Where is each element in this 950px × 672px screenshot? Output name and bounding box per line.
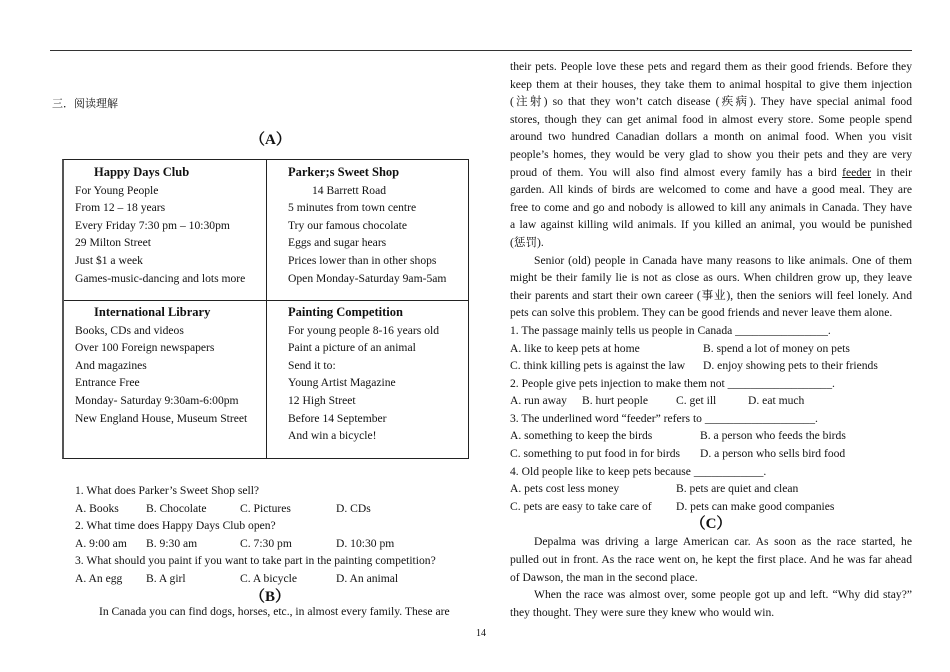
answer-option[interactable]: B. pets are quiet and clean bbox=[676, 482, 799, 496]
notice-table bbox=[62, 159, 469, 459]
section-title: 三．阅读理解 bbox=[52, 97, 118, 110]
passage-line: keep them at their houses, they take them to animal hospital to give them injection bbox=[510, 77, 912, 91]
answer-option[interactable]: A. An egg bbox=[75, 572, 123, 585]
answer-option[interactable]: A. run away bbox=[510, 394, 567, 408]
answer-option[interactable]: C. pets are easy to take care of bbox=[510, 499, 652, 513]
cell-painting-competition bbox=[288, 304, 439, 445]
table-divider bbox=[64, 300, 468, 301]
answer-option[interactable]: B. 9:30 am bbox=[146, 536, 198, 550]
cell-line: Just $1 a week bbox=[75, 253, 143, 267]
cell-line: And magazines bbox=[75, 358, 147, 372]
cell-international-library bbox=[75, 304, 247, 427]
answer-option[interactable]: B. A girl bbox=[146, 572, 186, 585]
cell-line: 29 Milton Street bbox=[75, 236, 151, 250]
question: 3. What should you paint if you want to take part in the painting competition? bbox=[75, 554, 436, 568]
cell-line: Monday- Saturday 9:30am-6:00pm bbox=[75, 393, 239, 407]
option-row bbox=[510, 427, 912, 445]
answer-option[interactable]: C. get ill bbox=[676, 394, 717, 408]
answer-option[interactable]: B. hurt people bbox=[582, 394, 649, 408]
cell-line: 14 Barrett Road bbox=[312, 183, 387, 197]
cell-line: Games-music-dancing and lots more bbox=[75, 271, 246, 285]
passage-line: of Dawson, the man in the second place. bbox=[510, 570, 698, 584]
option-row bbox=[510, 340, 912, 358]
question: 1. What does Parker’s Sweet Shop sell? bbox=[75, 484, 260, 497]
header-rule bbox=[50, 50, 912, 51]
passage-line: people’s homes, they would be very glad to show you their pets and they are very bbox=[510, 147, 912, 161]
cell-line: Every Friday 7:30 pm – 10:30pm bbox=[75, 218, 230, 232]
answer-option[interactable]: C. something to put food in for birds bbox=[510, 447, 681, 461]
answer-option[interactable]: D. enjoy showing pets to their friends bbox=[703, 359, 878, 373]
answer-option[interactable]: A. like to keep pets at home bbox=[510, 341, 640, 355]
question: 3. The underlined word “feeder” refers to ___________________. bbox=[510, 411, 818, 425]
passage-line: free to come and go and nobody is allowed to kill any animals in Canada. They have bbox=[510, 200, 912, 214]
answer-option[interactable]: A. 9:00 am bbox=[75, 536, 127, 550]
answer-option[interactable]: D. pets can make good companies bbox=[676, 499, 835, 513]
cell-line: Prices lower than in other shops bbox=[288, 253, 437, 267]
part-a-heading: （A） bbox=[250, 132, 291, 148]
answer-option[interactable]: C. Pictures bbox=[240, 501, 291, 515]
option-row bbox=[510, 480, 912, 498]
answer-option[interactable]: D. a person who sells bird food bbox=[700, 447, 846, 461]
answer-option[interactable]: B. a person who feeds the birds bbox=[700, 429, 846, 443]
cell-line: 5 minutes from town centre bbox=[288, 201, 417, 215]
cell-line: Paint a picture of an animal bbox=[288, 341, 416, 355]
part-c-heading: （C） bbox=[690, 516, 732, 533]
page-number: 14 bbox=[476, 628, 486, 639]
cell-line: Over 100 Foreign newspapers bbox=[75, 341, 215, 355]
option-row bbox=[510, 357, 912, 375]
cell-line: Open Monday-Saturday 9am-5am bbox=[288, 271, 447, 285]
answer-option[interactable]: A. pets cost less money bbox=[510, 482, 620, 496]
text: proud of them. You will also find almost every family has a bird bbox=[510, 165, 843, 179]
right-column bbox=[510, 58, 912, 621]
passage-line: they thought. They were sure they knew who would win. bbox=[510, 605, 775, 619]
passage-line: Senior (old) people in Canada have many reasons to like animals. One of them bbox=[534, 253, 912, 267]
passage-line: (注射) so that they won’t catch disease (疾病). They have special animal food bbox=[510, 95, 912, 109]
answer-option[interactable]: D. An animal bbox=[336, 572, 399, 585]
passage-line: a law against killing wild animals. If you killed an animal, you would be punished bbox=[510, 218, 912, 232]
text: in their bbox=[871, 165, 912, 179]
cell-line: Books, CDs and videos bbox=[75, 323, 184, 337]
passage-line: (惩罚). bbox=[510, 235, 544, 249]
answer-option[interactable]: B. spend a lot of money on pets bbox=[703, 341, 850, 355]
passage-line: around two hundred Canadian dollars a month on animal food. When you visit bbox=[510, 130, 912, 144]
answer-option[interactable]: A. Books bbox=[75, 501, 119, 515]
question: 1. The passage mainly tells us people in Canada ________________. bbox=[510, 323, 831, 337]
cell-line: New England House, Museum Street bbox=[75, 411, 248, 425]
cell-line: For Young People bbox=[75, 183, 159, 197]
cell-line: Send it to: bbox=[288, 358, 336, 372]
cell-line: From 12 – 18 years bbox=[75, 201, 166, 215]
passage-line: garden. All kinds of birds are welcomed to come and have a good meal. They are bbox=[510, 183, 912, 197]
cell-title: Painting Competition bbox=[288, 305, 403, 319]
cell-title: Parker;s Sweet Shop bbox=[288, 165, 400, 179]
answer-option[interactable]: A. something to keep the birds bbox=[510, 429, 653, 443]
cell-line: And win a bicycle! bbox=[288, 429, 377, 443]
passage-line: When the race was almost over, some people got up and left. “Why did stay?” bbox=[534, 588, 912, 602]
passage-line-feeder bbox=[510, 164, 912, 182]
answer-option[interactable]: C. 7:30 pm bbox=[240, 536, 292, 550]
answer-option[interactable]: D. 10:30 pm bbox=[336, 536, 395, 550]
passage-b-first-line: In Canada you can find dogs, horses, etc., in almost every family. These are bbox=[99, 605, 450, 618]
cell-line: Young Artist Magazine bbox=[288, 376, 396, 390]
underlined-word-feeder: feeder bbox=[842, 165, 872, 179]
passage-line: might be their family lie is not as close as ours. When children grow up, they leave bbox=[510, 271, 912, 285]
table-divider bbox=[266, 160, 267, 458]
option-row bbox=[510, 445, 912, 463]
question: 2. People give pets injection to make them not __________________. bbox=[510, 376, 835, 390]
question: 2. What time does Happy Days Club open? bbox=[75, 519, 276, 533]
answer-option[interactable]: D. eat much bbox=[748, 394, 805, 408]
passage-line: Depalma was driving a large American car. As soon as the race started, he bbox=[534, 535, 912, 549]
passage-line: their parents and start their own career (事业), then the seniors will feel lonely. And bbox=[510, 288, 912, 302]
cell-line: Before 14 September bbox=[288, 411, 387, 425]
answer-option[interactable]: D. CDs bbox=[336, 501, 371, 515]
answer-option[interactable]: C. A bicycle bbox=[240, 572, 297, 585]
cell-line: 12 High Street bbox=[288, 393, 356, 407]
passage-line: their pets. People love these pets and regard them as their good friends. Before they bbox=[510, 60, 912, 73]
cell-happy-days-club bbox=[75, 164, 245, 287]
part-b-heading: （B） bbox=[250, 589, 291, 605]
question: 4. Old people like to keep pets because ____________. bbox=[510, 464, 767, 478]
passage-line: pulled out in front. As the race went on, he kept the first place. And he was far ahead bbox=[510, 553, 912, 567]
cell-parkers-sweet-shop bbox=[288, 164, 446, 287]
cell-line: For young people 8-16 years old bbox=[288, 323, 440, 337]
cell-title: International Library bbox=[94, 305, 211, 319]
cell-title: Happy Days Club bbox=[94, 165, 190, 179]
cell-line: Try our famous chocolate bbox=[288, 218, 408, 232]
passage-line: stores, though they can get animal food in almost every store. Some people spend bbox=[510, 112, 912, 126]
passage-line: pets can solve this problem. They can be good friends and never leave them alone. bbox=[510, 306, 893, 320]
option-row bbox=[510, 498, 912, 516]
cell-line: Eggs and sugar hears bbox=[288, 236, 387, 250]
option-row bbox=[510, 392, 912, 410]
answer-option[interactable]: B. Chocolate bbox=[146, 501, 207, 515]
cell-line: Entrance Free bbox=[75, 376, 140, 390]
answer-option[interactable]: C. think killing pets is against the law bbox=[510, 359, 686, 373]
